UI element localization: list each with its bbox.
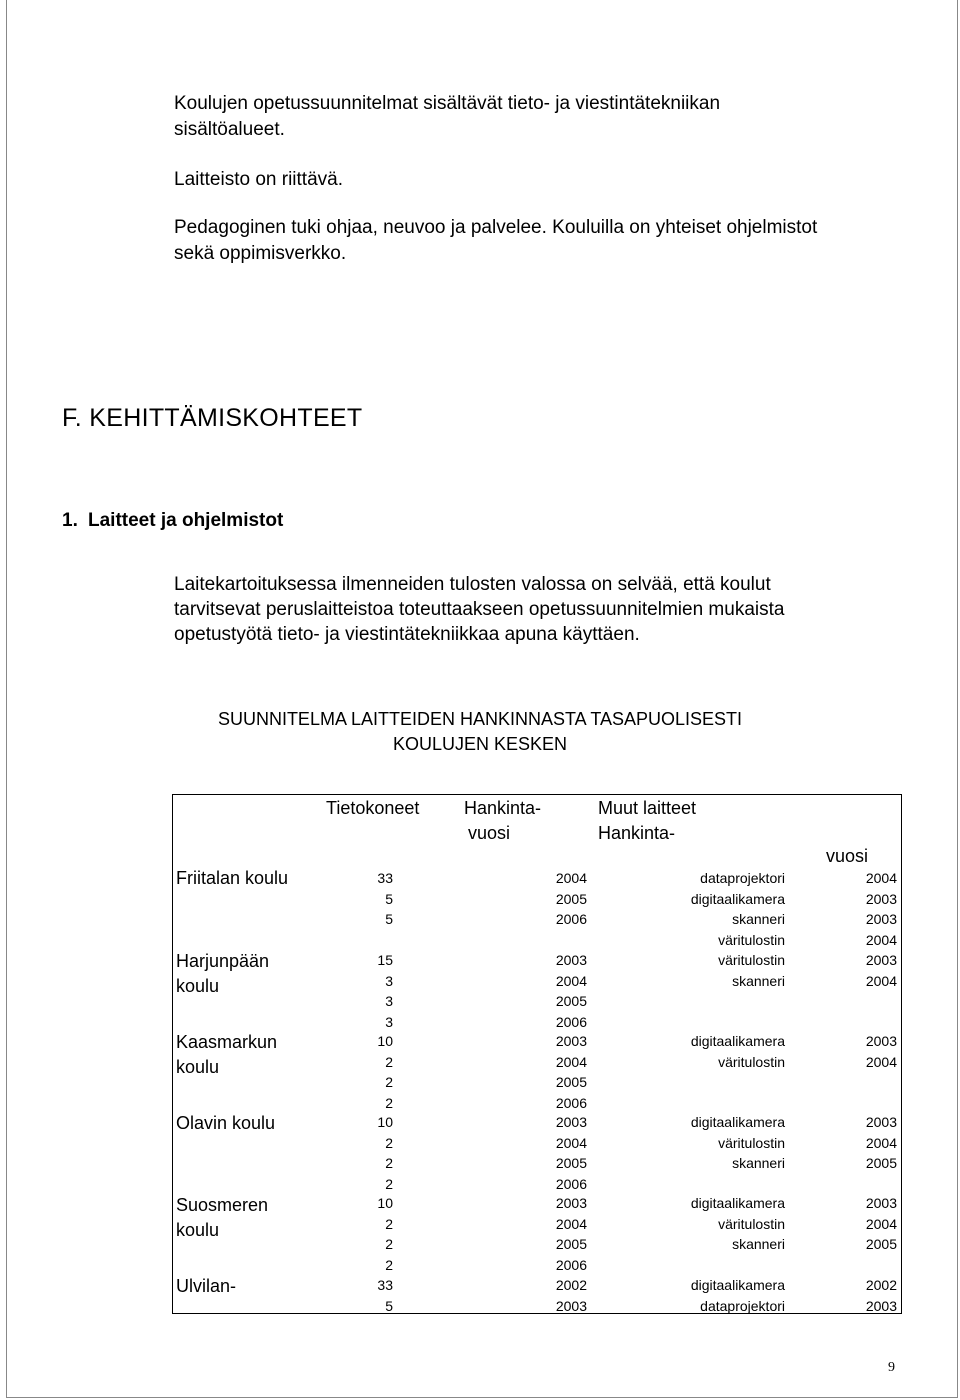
device-name: digitaalikamera: [690, 1195, 785, 1211]
device-name: digitaalikamera: [690, 890, 785, 907]
computer-count: 2: [385, 1155, 393, 1171]
device-year: 2002: [865, 1277, 897, 1293]
school-name: Ulvilan-: [176, 1276, 237, 1296]
intro-paragraph-2: Laitteisto on riittävä.: [174, 169, 343, 190]
device-name: väritulostin: [718, 1053, 785, 1070]
device-year: 2004: [865, 1215, 897, 1232]
device-name: skanneri: [732, 1155, 785, 1171]
computer-count: 10: [377, 1195, 393, 1211]
computer-year: 2006: [555, 1175, 587, 1192]
device-year: 2004: [865, 870, 897, 886]
device-year: 2003: [865, 911, 897, 927]
computer-count: 2: [385, 1236, 393, 1252]
computer-year: 2004: [555, 972, 587, 989]
device-name: väritulostin: [718, 952, 785, 968]
school-name-cont: koulu: [176, 976, 220, 996]
computer-count: 2: [385, 1256, 393, 1273]
computer-count: 33: [377, 1277, 393, 1293]
device-name: digitaalikamera: [690, 1114, 785, 1130]
computer-count: 2: [385, 1215, 393, 1232]
device-year: 2003: [865, 952, 897, 968]
device-year: 2004: [865, 972, 897, 989]
plan-title-line-2: KOULUJEN KESKEN: [392, 734, 568, 754]
computer-count: 3: [385, 993, 393, 1009]
header-other-year-a: Hankinta-: [598, 823, 676, 843]
school-name: Olavin koulu: [176, 1113, 276, 1133]
computer-year: 2005: [555, 993, 587, 1009]
computer-count: 2: [385, 1175, 393, 1192]
header-year-b: vuosi: [468, 823, 511, 843]
intro-paragraph-3-cont: sekä oppimisverkko.: [174, 243, 347, 264]
device-name: skanneri: [732, 972, 785, 989]
school-name: Harjunpään: [176, 951, 270, 971]
header-other-devices: Muut laitteet: [598, 798, 697, 818]
computer-year: 2006: [555, 1094, 587, 1111]
device-year: 2004: [865, 1053, 897, 1070]
device-name: dataprojektori: [700, 1297, 785, 1314]
computer-year: 2006: [555, 1256, 587, 1273]
device-name: digitaalikamera: [690, 1033, 785, 1049]
school-name-cont: koulu: [176, 1057, 220, 1077]
computer-count: 5: [385, 911, 393, 927]
computer-year: 2003: [555, 952, 587, 968]
device-year: 2003: [865, 1114, 897, 1130]
computer-count: 3: [385, 1013, 393, 1030]
school-name: Kaasmarkun: [176, 1032, 278, 1052]
device-year: 2003: [865, 890, 897, 907]
body-line-1: Laitekartoituksessa ilmenneiden tulosten valossa on selvää, että koulut: [174, 574, 771, 595]
computer-year: 2005: [555, 1074, 587, 1090]
intro-paragraph-3: Pedagoginen tuki ohjaa, neuvoo ja palvelee. Kouluilla on yhteiset ohjelmistot: [174, 217, 818, 238]
header-other-year-b: vuosi: [826, 846, 869, 866]
computer-year: 2004: [555, 1053, 587, 1070]
computer-year: 2006: [555, 1013, 587, 1030]
computer-count: 2: [385, 1134, 393, 1151]
computer-year: 2005: [555, 1236, 587, 1252]
computer-year: 2004: [555, 1134, 587, 1151]
subsection-title: Laitteet ja ohjelmistot: [88, 510, 284, 531]
intro-paragraph-1-cont: sisältöalueet.: [174, 119, 285, 140]
computer-count: 3: [385, 972, 393, 989]
school-name: Suosmeren: [176, 1195, 269, 1215]
computer-count: 10: [377, 1114, 393, 1130]
device-name: väritulostin: [718, 931, 785, 948]
device-year: 2003: [865, 1297, 897, 1314]
device-year: 2004: [865, 931, 897, 948]
device-name: dataprojektori: [700, 870, 785, 886]
computer-count: 15: [377, 952, 393, 968]
school-name-cont: koulu: [176, 1220, 220, 1240]
computer-year: 2004: [555, 1215, 587, 1232]
computer-count: 5: [385, 890, 393, 907]
school-name: Friitalan koulu: [176, 868, 289, 888]
body-line-3: opetustyötä tieto- ja viestintätekniikkaa apuna käyttäen.: [174, 624, 640, 645]
computer-year: 2003: [555, 1114, 587, 1130]
computer-year: 2003: [555, 1195, 587, 1211]
device-year: 2003: [865, 1195, 897, 1211]
computer-count: 2: [385, 1053, 393, 1070]
computer-count: 33: [377, 870, 393, 886]
computer-count: 5: [385, 1297, 393, 1314]
computer-count: 2: [385, 1074, 393, 1090]
computer-year: 2003: [555, 1033, 587, 1049]
computer-year: 2005: [555, 890, 587, 907]
device-year: 2004: [865, 1134, 897, 1151]
header-year-a: Hankinta-: [464, 798, 542, 818]
computer-year: 2003: [555, 1297, 587, 1314]
computer-count: 10: [377, 1033, 393, 1049]
device-name: skanneri: [732, 911, 785, 927]
plan-title-line-1: SUUNNITELMA LAITTEIDEN HANKINNASTA TASAPUOLISESTI: [217, 709, 743, 729]
computer-count: 2: [385, 1094, 393, 1111]
computer-year: 2005: [555, 1155, 587, 1171]
device-year: 2005: [865, 1155, 897, 1171]
subsection-number: 1.: [62, 510, 78, 531]
page-number: 9: [888, 1360, 895, 1375]
computer-year: 2006: [555, 911, 587, 927]
device-name: digitaalikamera: [690, 1277, 785, 1293]
device-year: 2003: [865, 1033, 897, 1049]
device-name: väritulostin: [718, 1215, 785, 1232]
section-title: F. KEHITTÄMISKOHTEET: [62, 404, 363, 432]
device-name: skanneri: [732, 1236, 785, 1252]
header-computers: Tietokoneet: [326, 798, 420, 818]
body-line-2: tarvitsevat peruslaitteistoa toteuttaakseen opetussuunnitelmien mukaista: [174, 599, 785, 620]
intro-paragraph-1: Koulujen opetussuunnitelmat sisältävät tieto- ja viestintätekniikan: [174, 93, 721, 114]
computer-year: 2002: [555, 1277, 587, 1293]
computer-year: 2004: [555, 870, 587, 886]
device-name: väritulostin: [718, 1134, 785, 1151]
device-year: 2005: [865, 1236, 897, 1252]
